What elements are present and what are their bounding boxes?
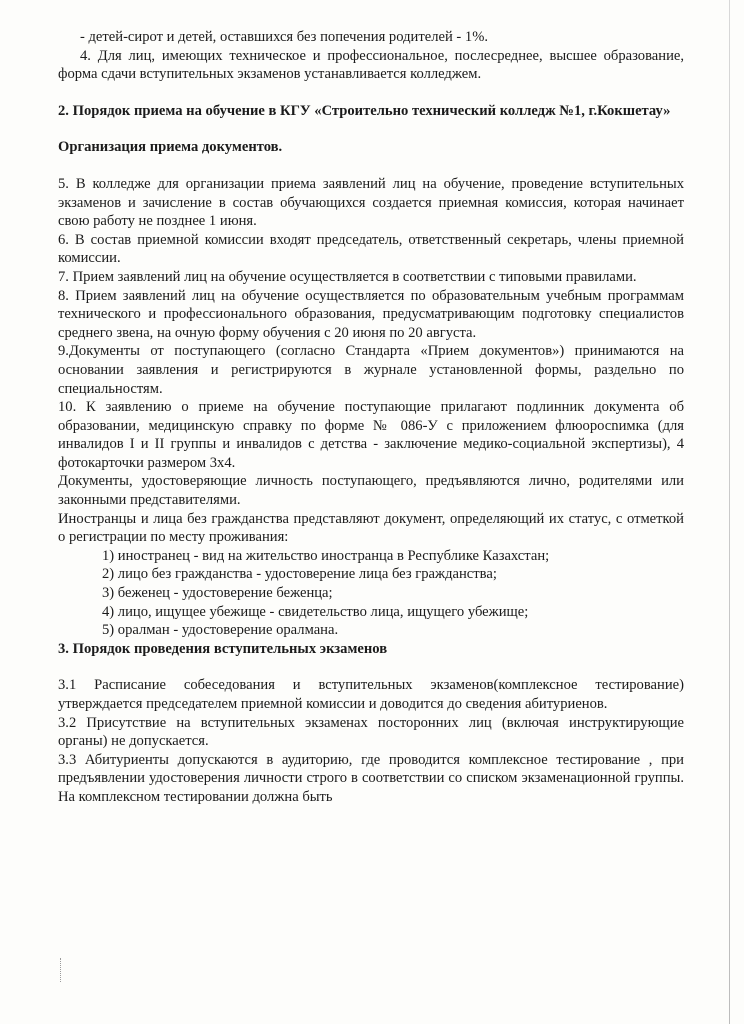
paragraph-8: 8. Прием заявлений лиц на обучение осуществляется по образовательным учебным программам технического и профессионального образования, предусматривающим подготовку специалистов среднего звена, на очную форму обучения с 20 июня по 20 августа.	[58, 287, 684, 341]
paragraph-3-2: 3.2 Присутствие на вступительных экзаменах посторонних лиц (включая инструктирующие органы) не допускается.	[58, 714, 684, 750]
paragraph-identity-docs: Документы, удостоверяющие личность поступающего, предъявляются лично, родителями или законными представителями.	[58, 473, 684, 509]
list-item: 3) беженец - удостоверение беженца;	[102, 585, 333, 602]
status-documents-list	[58, 547, 684, 640]
page-fold-line	[729, 0, 730, 1024]
paragraph-3-3: 3.3 Абитуриенты допускаются в аудиторию, где проводится комплексное тестирование , при предъявлении удостоверения личности строго в соответствии со списком экзаменационной группы. На комплексном тестировании должна быть	[58, 751, 684, 805]
paragraph-orphans: - детей-сирот и детей, оставшихся без попечения родителей - 1%.	[80, 29, 489, 45]
section-3-heading: 3. Порядок проведения вступительных экзаменов	[58, 640, 388, 657]
paragraph-10: 10. К заявлению о приеме на обучение поступающие прилагают подлинник документа об образовании, медицинскую справку по форме № 086-У с приложением флюоросnимка (для инвалидов I и II группы и инвалидов с детства - заключение медико-социальной экспертизы), 4 фотокарточки размером 3х4.	[58, 399, 684, 471]
scan-artifact	[60, 958, 67, 982]
paragraph-5: 5. В колледже для организации приема заявлений лиц на обучение, проведение вступительных экзаменов и зачисление в состав обучающихся создается приемная комиссия, которая начинает свою работу не позднее 1 июня.	[58, 175, 684, 230]
paragraph-9: 9.Документы от поступающего (согласно Стандарта «Прием документов») принимаются на основании заявления и регистрируются в журнале установленной формы, раздельно по специальностям.	[58, 343, 684, 397]
paragraph-4: 4. Для лиц, имеющих техническое и профессиональное, послесреднее, высшее образование, форма сдачи вступительных экзаменов устанавливается колледжем.	[58, 47, 684, 83]
list-item: 2) лицо без гражданства - удостоверение лица без гражданства;	[102, 566, 497, 583]
section-2-heading: 2. Порядок приема на обучение в КГУ «Строительно технический колледж №1, г.Кокшетау»	[58, 102, 671, 119]
list-item: 1) иностранец - вид на жительство иностранца в Республике Казахстан;	[102, 547, 550, 564]
paragraph-3-1: 3.1 Расписание собеседования и вступительных экзаменов(комплексное тестирование) утверждается председателем приемной комиссии и доводится до сведения абитуриенов.	[58, 677, 684, 712]
paragraph-foreigners: Иностранцы и лица без гражданства представляют документ, определяющий их статус, с отметкой о регистрации по месту проживания:	[58, 510, 684, 546]
list-item: 4) лицо, ищущее убежище - свидетельство лица, ищущего убежище;	[102, 603, 529, 620]
section-2-subheading: Организация приема документов.	[58, 139, 283, 156]
paragraph-6: 6. В состав приемной комиссии входят председатель, ответственный секретарь, члены приемной комиссии.	[58, 231, 684, 267]
list-item: 5) оралман - удостоверение оралмана.	[102, 622, 339, 639]
document-page	[58, 28, 684, 807]
paragraph-7: 7. Прием заявлений лиц на обучение осуществляется в соответствии с типовыми правилами.	[58, 268, 637, 285]
